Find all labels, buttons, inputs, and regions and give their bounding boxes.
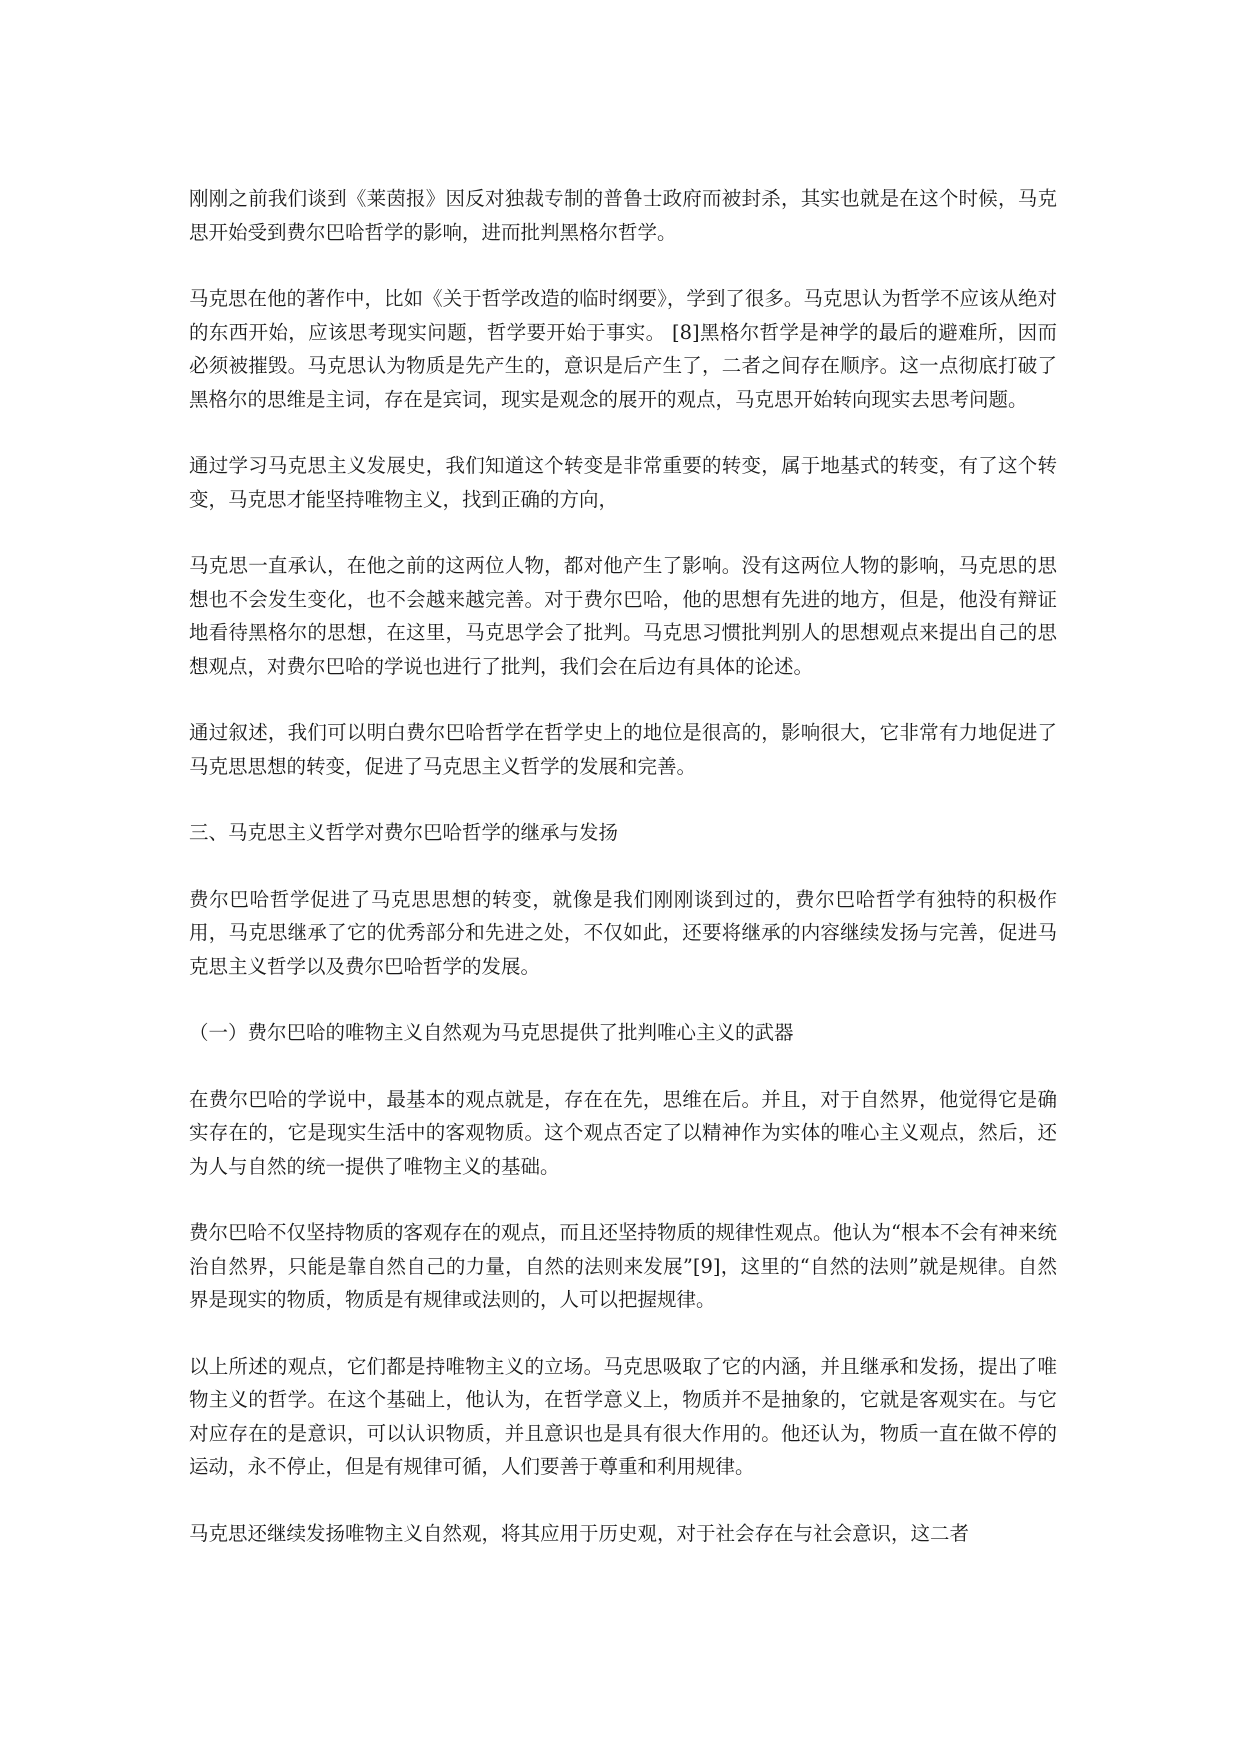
- paragraph: 费尔巴哈不仅坚持物质的客观存在的观点，而且还坚持物质的规律性观点。他认为“根本不会有神来统治自然界，只能是靠自然自己的力量，自然的法则来发展”[9]，这里的“自然的法则”就是规律。自然界是现实的物质，物质是有规律或法则的，人可以把握规律。: [189, 1221, 1057, 1311]
- paragraph: 刚刚之前我们谈到《莱茵报》因反对独裁专制的普鲁士政府而被封杀，其实也就是在这个时候，马克思开始受到费尔巴哈哲学的影响，进而批判黑格尔哲学。: [189, 187, 1057, 244]
- document-page: [189, 182, 1057, 1583]
- section-heading: 三、马克思主义哲学对费尔巴哈哲学的继承与发扬: [189, 821, 619, 844]
- paragraph: 马克思在他的著作中，比如《关于哲学改造的临时纲要》，学到了很多。马克思认为哲学不应该从绝对的东西开始，应该思考现实问题，哲学要开始于事实。 [8]黑格尔哲学是神学的最后的避难所，因而必须被摧毁。马克思认为物质是先产生的，意识是后产生了，二者之间存在顺序。这一点彻底打破了黑格尔的思维是主词，存在是宾词，现实是观念的展开的观点，马克思开始转向现实去思考问题。: [189, 287, 1057, 411]
- paragraph: 马克思一直承认，在他之前的这两位人物，都对他产生了影响。没有这两位人物的影响，马克思的思想也不会发生变化，也不会越来越完善。对于费尔巴哈，他的思想有先进的地方，但是，他没有辩证地看待黑格尔的思想，在这里，马克思学会了批判。马克思习惯批判别人的思想观点来提出自己的思想观点，对费尔巴哈的学说也进行了批判，我们会在后边有具体的论述。: [189, 554, 1057, 678]
- paragraph: 以上所述的观点，它们都是持唯物主义的立场。马克思吸取了它的内涵，并且继承和发扬，提出了唯物主义的哲学。在这个基础上，他认为，在哲学意义上，物质并不是抽象的，它就是客观实在。与它对应存在的是意识，可以认识物质，并且意识也是具有很大作用的。他还认为，物质一直在做不停的运动，永不停止，但是有规律可循，人们要善于尊重和利用规律。: [189, 1354, 1057, 1478]
- subsection-heading: （一）费尔巴哈的唯物主义自然观为马克思提供了批判唯心主义的武器: [189, 1021, 794, 1044]
- paragraph: 在费尔巴哈的学说中，最基本的观点就是，存在在先，思维在后。并且，对于自然界，他觉得它是确实存在的，它是现实生活中的客观物质。这个观点否定了以精神作为实体的唯心主义观点，然后，还为人与自然的统一提供了唯物主义的基础。: [189, 1087, 1057, 1178]
- paragraph: 通过叙述，我们可以明白费尔巴哈哲学在哲学史上的地位是很高的，影响很大，它非常有力地促进了马克思思想的转变，促进了马克思主义哲学的发展和完善。: [189, 721, 1057, 778]
- paragraph: 费尔巴哈哲学促进了马克思思想的转变，就像是我们刚刚谈到过的，费尔巴哈哲学有独特的积极作用，马克思继承了它的优秀部分和先进之处，不仅如此，还要将继承的内容继续发扬与完善，促进马克思主义哲学以及费尔巴哈哲学的发展。: [189, 887, 1057, 978]
- paragraph: 通过学习马克思主义发展史，我们知道这个转变是非常重要的转变，属于地基式的转变，有了这个转变，马克思才能坚持唯物主义，找到正确的方向，: [189, 454, 1057, 511]
- paragraph: 马克思还继续发扬唯物主义自然观，将其应用于历史观，对于社会存在与社会意识，这二者: [189, 1521, 970, 1545]
